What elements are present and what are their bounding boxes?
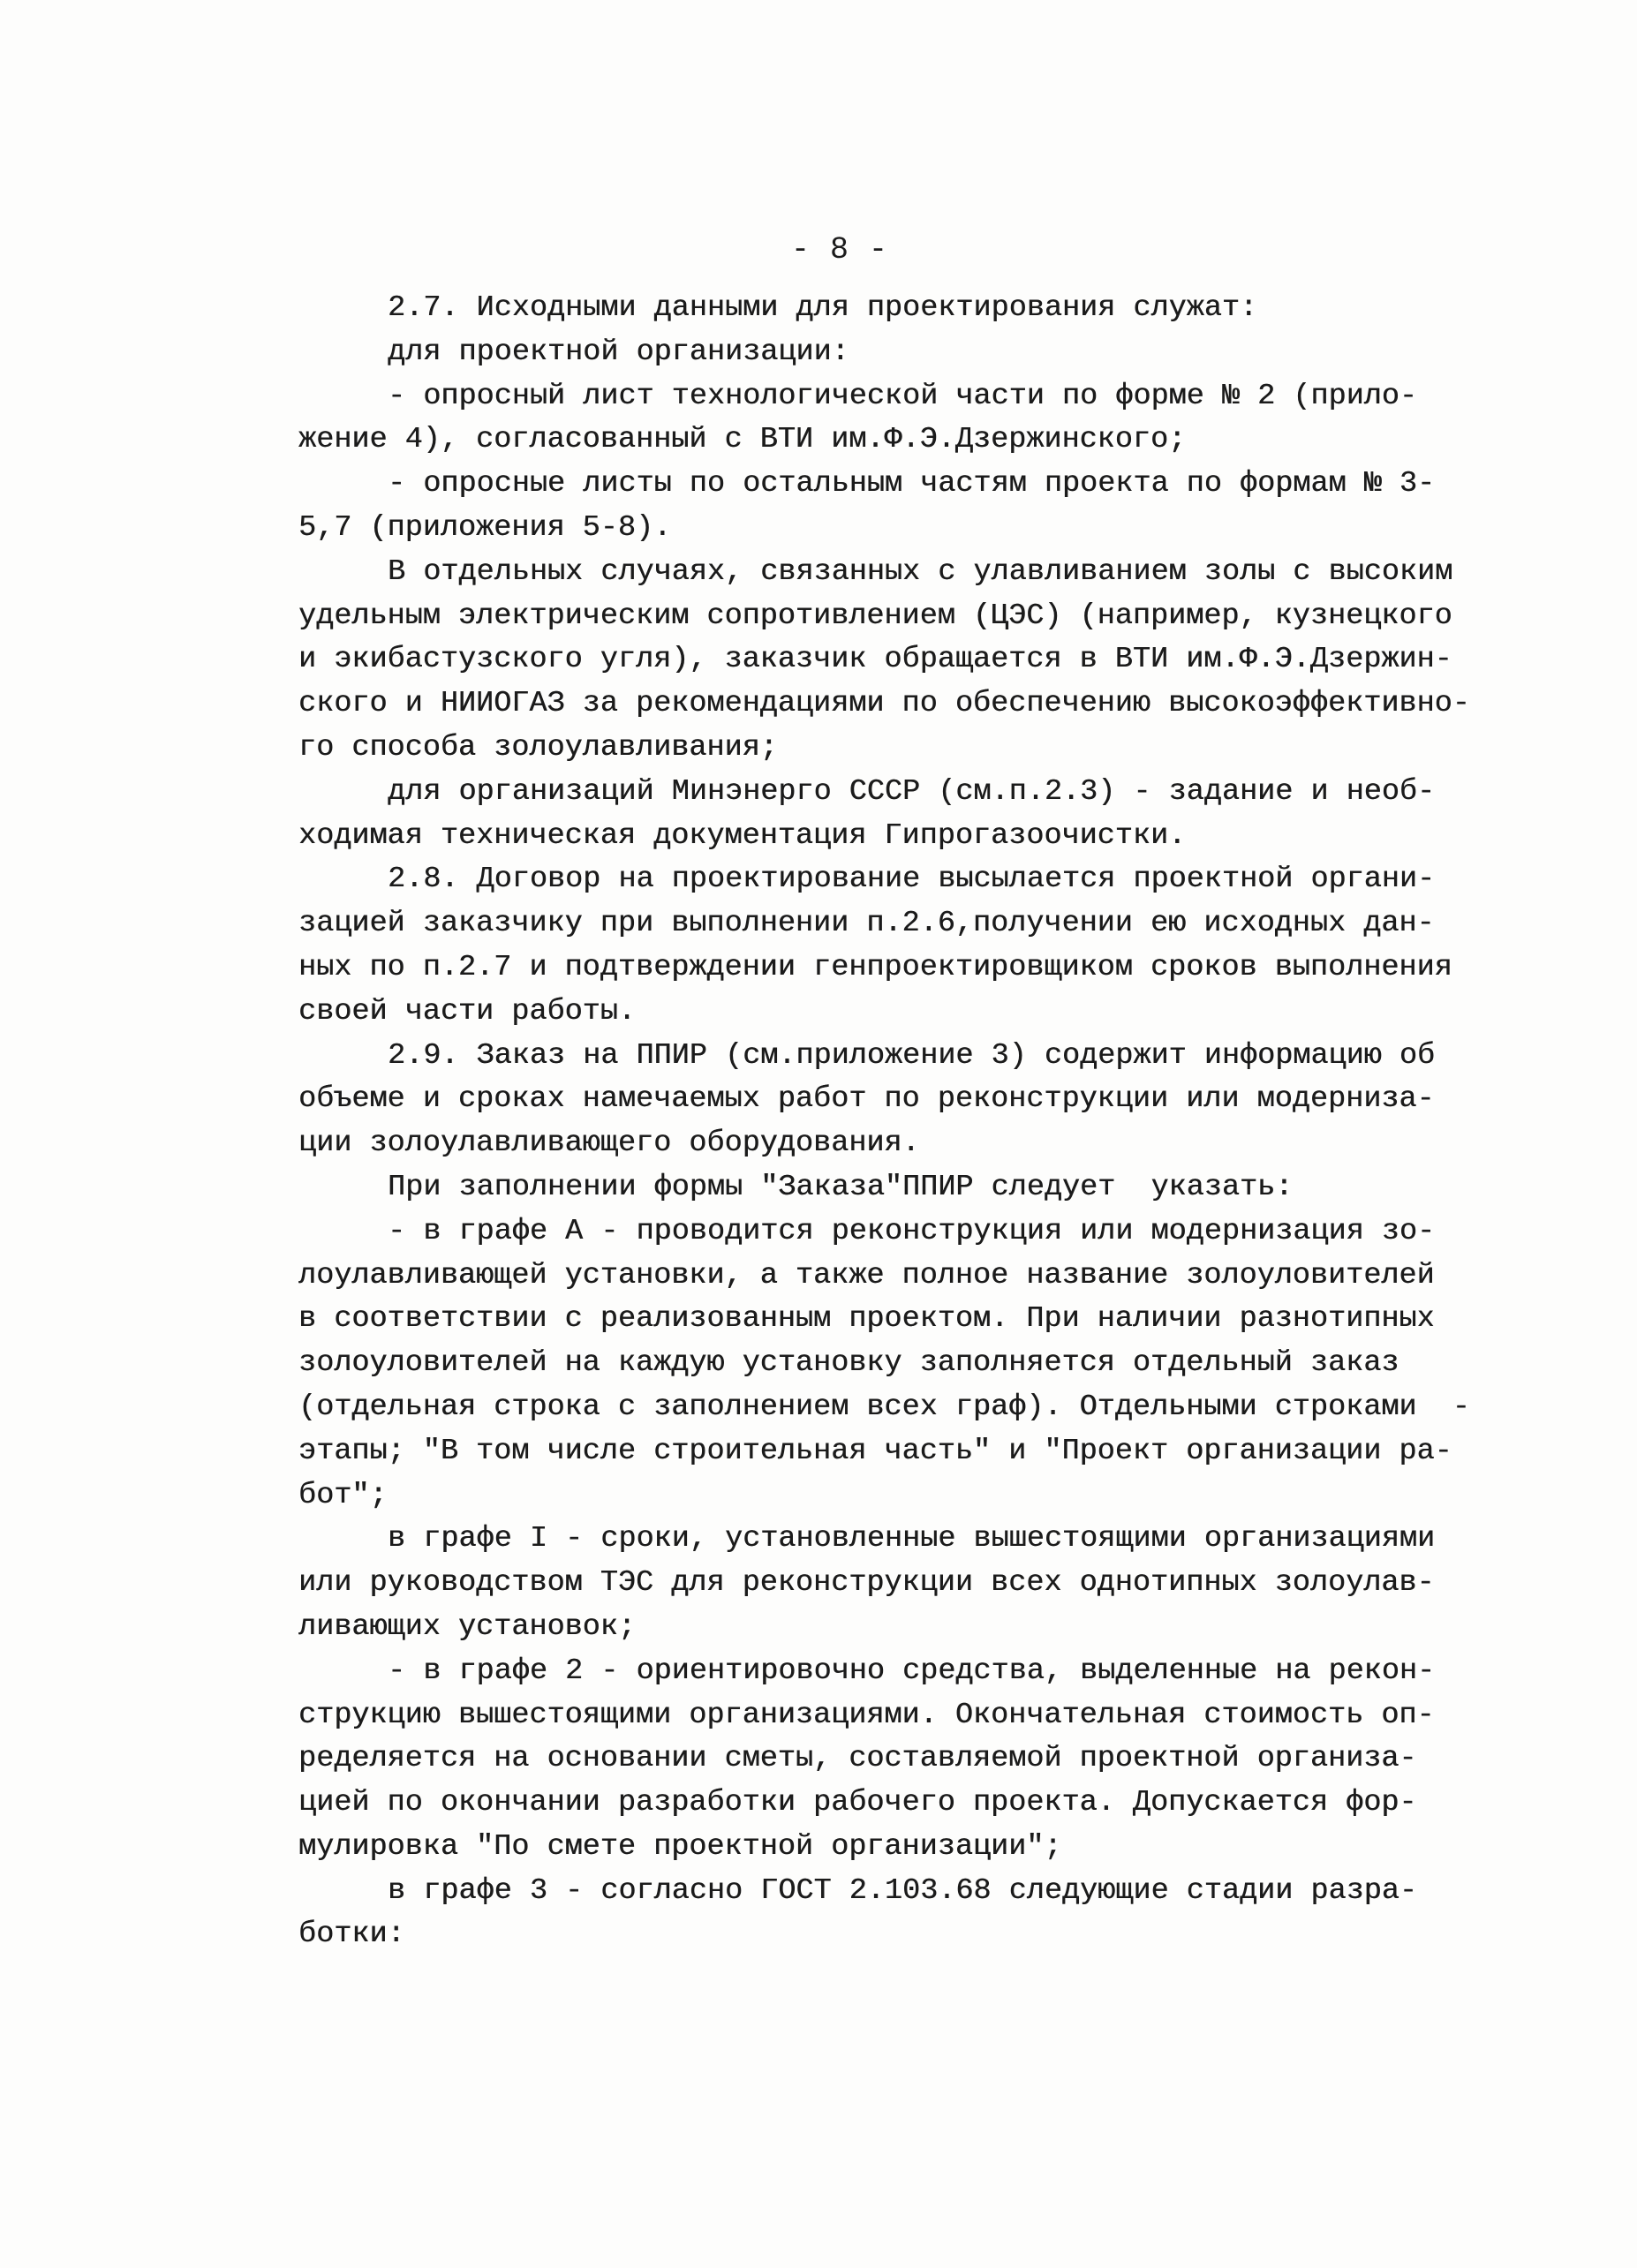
text-line: (отдельная строка с заполнением всех граф). Отдельными строками - [298,1390,1470,1424]
text-line: или руководством ТЭС для реконструкции всех однотипных золоулав- [298,1566,1435,1601]
text-line: ределяется на основании сметы, составляемой проектной организа- [298,1742,1417,1776]
text-line: - опросные листы по остальным частям проекта по формам № 3- [388,467,1436,501]
text-line: этапы; "В том числе строительная часть" и "Проект организации ра- [298,1434,1452,1468]
paragraph [298,1210,1552,1518]
text-line: мулировка "По смете проектной организации"; [298,1829,1062,1864]
paragraph [298,463,1552,551]
text-line: бот"; [298,1478,388,1512]
text-line: - в графе А - проводится реконструкция или модернизация зо- [388,1214,1436,1248]
text-line: ходимая техническая документация Гипрогазоочистки. [298,818,1187,853]
text-line: в графе I - сроки, установленные вышестоящими организациями [388,1522,1436,1556]
text-line: го способа золоулавливания; [298,730,778,765]
text-line: При заполнении формы "Заказа"ППИР следует указать: [388,1170,1294,1204]
text-line: для организаций Минэнерго СССР (см.п.2.3) - задание и необ- [388,774,1436,809]
paragraph [298,858,1552,1034]
text-line: ского и НИИОГАЗ за рекомендациями по обеспечению высокоэффективно- [298,687,1470,721]
text-line: - в графе 2 - ориентировочно средства, выделенные на рекон- [388,1654,1436,1688]
text-line: 5,7 (приложения 5-8). [298,510,672,545]
text-line: ливающих установок; [298,1609,636,1644]
text-line: своей части работы. [298,994,636,1029]
text-line: струкцию вышестоящими организациями. Окончательная стоимость оп- [298,1698,1435,1732]
text-line: - опросный лист технологической части по форме № 2 (прило- [388,379,1417,413]
text-line: жение 4), согласованный с ВТИ им.Ф.Э.Дзержинского; [298,423,1187,457]
paragraph [298,375,1552,463]
paragraph [298,551,1552,771]
document-body [298,287,1552,1957]
paragraph [298,331,1552,375]
text-line: 2.8. Договор на проектирование высылается проектной органи- [388,863,1436,897]
text-line: для проектной организации: [388,335,849,369]
text-line: цией по окончании разработки рабочего проекта. Допускается фор- [298,1786,1417,1820]
paragraph [298,1518,1552,1649]
paragraph [298,287,1552,331]
text-line: ции золоулавливающего оборудования. [298,1126,920,1161]
text-line: лоулавливающей установки, а также полное название золоуловителей [298,1258,1435,1292]
paragraph [298,1035,1552,1166]
paragraph [298,1650,1552,1870]
paragraph [298,1166,1552,1210]
text-line: 2.7. Исходными данными для проектирования служат: [388,291,1258,325]
text-line: ных по п.2.7 и подтверждении генпроектировщиком сроков выполнения [298,950,1452,984]
text-line: объеме и сроках намечаемых работ по реконструкции или модерниза- [298,1082,1435,1117]
page-number: - 8 - [790,232,889,267]
text-line: удельным электрическим сопротивлением (ЦЭС) (например, кузнецкого [298,599,1452,633]
text-line: В отдельных случаях, связанных с улавливанием золы с высоким [388,554,1453,589]
text-line: и экибастузского угля), заказчик обращается в ВТИ им.Ф.Э.Дзержин- [298,643,1452,677]
text-line: зацией заказчику при выполнении п.2.6,получении ею исходных дан- [298,907,1435,941]
text-line: в соответствии с реализованным проектом. При наличии разнотипных [298,1302,1435,1337]
text-line: ботки: [298,1918,405,1952]
text-line: золоуловителей на каждую установку заполняется отдельный заказ [298,1346,1399,1381]
paragraph [298,1870,1552,1958]
text-line: в графе 3 - согласно ГОСТ 2.103.68 следующие стадии разра- [388,1873,1417,1908]
paragraph [298,771,1552,859]
text-line: 2.9. Заказ на ППИР (см.приложение 3) содержит информацию об [388,1038,1436,1073]
